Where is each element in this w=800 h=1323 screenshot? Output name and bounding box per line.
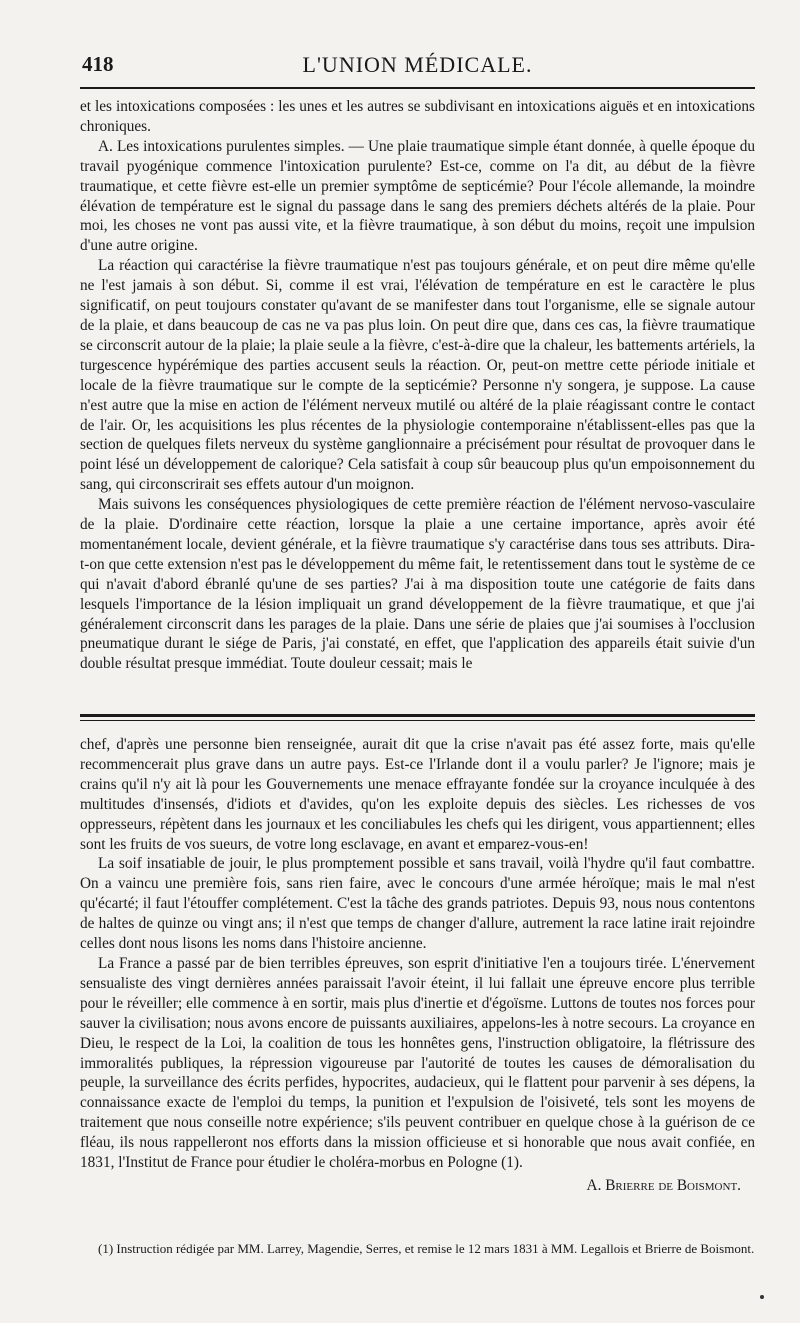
page-number: 418 [82, 52, 114, 76]
footnote-text: (1) Instruction rédigée par MM. Larrey, Magendie, Serres, et remise le 12 mars 1831 à MM. Legallois et Brierre de Boismont. [98, 1241, 755, 1256]
paragraph: A. Les intoxications purulentes simples. — Une plaie traumatique simple étant donnée, à quelle époque du travail pyogénique commence l'intoxication purulente? Est-ce, comme on l'a dit, au début de la fièvre traumatique, et cette fièvre est-elle un premier symptôme de septicémie? Pour l'école allemande, la moindre élévation de température est le signal du passage dans le sang des premiers déchets altérés de la plaie. Pour moi, les choses ne vont pas aussi vite, et la fièvre traumatique, à son début du moins, reçoit une impulsion d'une autre origine. [80, 137, 755, 255]
running-header [80, 50, 755, 80]
author-signature: A. Brierre de Boismont. [586, 1176, 741, 1194]
paragraph: chef, d'après une personne bien renseignée, aurait dit que la crise n'avait pas été assez forte, mais qu'elle recommencerait plus grave dans un autre pays. Est-ce l'Irlande dont il a voulu parler? Je l'ignore; mais je crains qu'il n'y ait là pour les Gouvernements une menace effrayante fondée sur la croyance inculquée à des multitudes d'insensés, d'idiots et d'avides, qu'on les exploite depuis des siècles. Les richesses de vos oppresseurs, répètent dans les journaux et les conciliabules les chefs qui les dirigent, vous appartiennent; elles sont les fruits de vos sueurs, de votre long esclavage, en avant et emparez-vous-en! [80, 736, 755, 853]
header-rule [80, 87, 755, 89]
paragraph: La France a passé par de bien terribles épreuves, son esprit d'initiative l'en a toujours tirée. L'énervement sensualiste des vingt dernières années paraissait l'avoir éteint, il lui fallait une épreuve encore plus terrible pour le réveiller; elle commence à en sortir, mais plus d'inertie et d'égoïsme. Luttons de toutes nos forces pour sauver la civilisation; nous avons encore de puissants auxiliaires, appelons-les à notre secours. La croyance en Dieu, le respect de la Loi, la coalition de tous les honnêtes gens, l'instruction obligatoire, la flétrissure des immoralités publiques, la répression vigoureuse par l'autorité de toutes les causes de démoralisation du peuple, la surveillance des écrits perfides, hypocrites, audacieux, qui le flattent pour parvenir à ses dépens, la connaissance exacte de l'emploi du temps, la punition et l'expulsion de l'oisiveté, tels sont les moyens de traitement que nous conseille notre expérience; s'ils peuvent contribuer en quelque chose à la guérison de ce fléau, ils nous rappelleront nos efforts dans la mission officieuse et si honorable que nous avait confiée, en 1831, l'Institut de France pour étudier le choléra-morbus en Pologne (1). [80, 954, 755, 1172]
paragraph: et les intoxications composées : les unes et les autres se subdivisant en intoxications aiguës et en intoxications chroniques. [80, 98, 755, 135]
paragraph: La soif insatiable de jouir, le plus promptement possible et sans travail, voilà l'hydre qu'il faut combattre. On a vaincu une première fois, sans rien faire, avec le concours d'une armée héroïque; mais le mal n'est qu'écarté; il faut l'étouffer complétement. C'est la tâche des grands patriotes. Depuis 93, nous nous contentons de haltes de quinze ou vingt ans; il n'est que temps de changer d'allure, autrement la race latine irait rejoindre celles dont nous lisons les noms dans l'histoire ancienne. [80, 855, 755, 953]
ink-speck [760, 1295, 764, 1299]
lower-article [80, 735, 755, 1196]
footnote [80, 1242, 755, 1256]
section-divider-thin [80, 720, 755, 721]
section-divider [80, 714, 755, 717]
paragraph: Mais suivons les conséquences physiologiques de cette première réaction de l'élément nervoso-vasculaire de la plaie. D'ordinaire cette réaction, lorsque la plaie a une certaine importance, après avoir été momentanément locale, devient générale, et la fièvre traumatique s'y caractérise dans tous ses attributs. Dira-t-on que cette extension n'est pas le développement du même fait, le retentissement dans tout le système de ce qui n'avait d'abord ébranlé qu'une de ses parties? J'ai à ma disposition toute une catégorie de faits dans lesquels l'importance de la lésion impliquait un grand développement de la fièvre traumatique, et que j'ai généralement circonscrit dans les parages de la plaie. Dans une série de plaies que j'ai soumises à l'occlusion pneumatique durant le siége de Paris, j'ai constaté, en effet, que l'application des appareils était suivie d'un double résultat presque immédiat. Toute douleur cessait; mais le [80, 496, 755, 673]
paragraph: La réaction qui caractérise la fièvre traumatique n'est pas toujours générale, et on peut dire même qu'elle ne l'est jamais à son début. Si, comme il est vrai, l'élévation de température en est le caractère le plus significatif, on peut toujours constater qu'avant de se manifester dans tout l'organisme, elle se signale autour de la plaie, et dans beaucoup de cas ne va pas plus loin. On peut dire que, dans ces cas, la fièvre traumatique se circonscrit autour de la plaie; la plaie seule a la fièvre, c'est-à-dire que la chaleur, les battements artériels, la turgescence hypérémique des parties accusent seuls la réaction. Or, peut-on mettre cette période initiale et locale de la fièvre traumatique sur le compte de la septicémie? Personne n'y songera, je suppose. La cause n'est autre que la mise en action de l'élément nerveux mutilé ou altéré de la plaie réagissant contre le contact de l'air. Or, les acquisitions les plus récentes de la physiologie contemporaine n'établissent-elles pas que la section de quelques filets nerveux du système ganglionnaire a précisément pour résultat de provoquer dans le point lésé un développement de calorique? Cela satisfait à coup sûr beaucoup plus qu'un empoisonnement du sang, qui circonscrirait ses effets autour d'un moignon. [80, 257, 755, 494]
upper-article [80, 97, 755, 674]
journal-title: L'UNION MÉDICALE. [302, 52, 533, 77]
